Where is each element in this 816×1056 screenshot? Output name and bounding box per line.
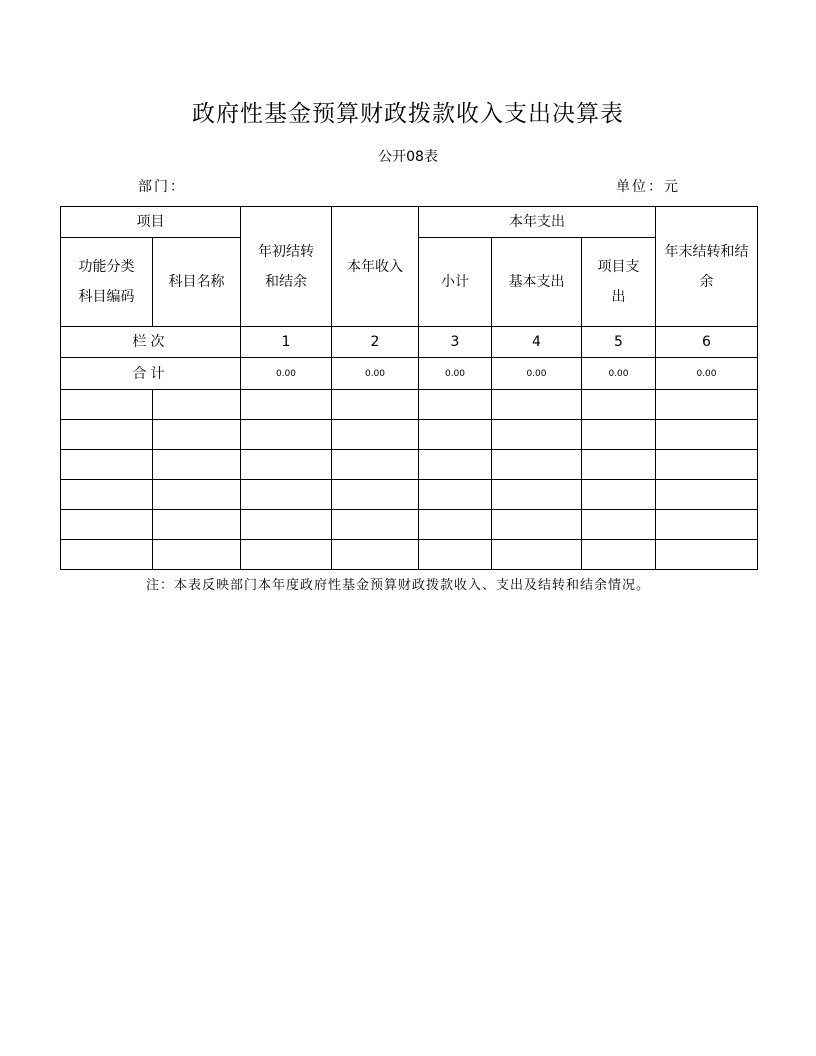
empty-cell	[419, 510, 492, 540]
empty-cell	[582, 480, 656, 510]
table-row-empty	[61, 510, 758, 540]
total-value: 0.00	[332, 358, 419, 390]
empty-cell	[419, 480, 492, 510]
empty-cell	[332, 390, 419, 420]
header-expenditure: 本年支出	[419, 207, 656, 238]
form-number: 公开08表	[378, 149, 438, 165]
column-number: 1	[241, 327, 332, 358]
empty-cell	[656, 390, 758, 420]
empty-cell	[419, 540, 492, 570]
empty-cell	[492, 390, 582, 420]
column-number: 6	[656, 327, 758, 358]
header-closing-balance-text: 年末结转和结余	[664, 243, 749, 290]
empty-cell	[492, 480, 582, 510]
header-func-code	[61, 238, 153, 327]
empty-cell	[656, 480, 758, 510]
empty-cell	[241, 450, 332, 480]
department-label: 部门：	[138, 179, 186, 195]
empty-cell	[241, 510, 332, 540]
empty-cell	[582, 420, 656, 450]
empty-cell	[332, 510, 419, 540]
empty-cell	[492, 420, 582, 450]
empty-cell	[492, 510, 582, 540]
empty-cell	[656, 420, 758, 450]
table-row-empty	[61, 450, 758, 480]
empty-cell	[582, 510, 656, 540]
header-project-expenditure-text: 项目支出	[597, 259, 640, 305]
table-row-empty	[61, 390, 758, 420]
empty-cell	[582, 450, 656, 480]
budget-table	[60, 206, 758, 570]
header-opening-balance	[241, 207, 332, 327]
column-number: 3	[419, 327, 492, 358]
header-project: 项目	[61, 207, 241, 238]
empty-cell	[656, 540, 758, 570]
empty-cell	[332, 420, 419, 450]
column-number: 5	[582, 327, 656, 358]
header-subject-name: 科目名称	[153, 238, 241, 327]
footnote: 注：本表反映部门本年度政府性基金预算财政拨款收入、支出及结转和结余情况。	[146, 578, 651, 593]
column-number: 2	[332, 327, 419, 358]
header-project-expenditure	[582, 238, 656, 327]
empty-cell	[492, 540, 582, 570]
table-row-empty	[61, 540, 758, 570]
empty-cell	[153, 510, 241, 540]
empty-cell	[61, 390, 153, 420]
empty-cell	[241, 540, 332, 570]
header-income: 本年收入	[332, 207, 419, 327]
total-value: 0.00	[492, 358, 582, 390]
empty-cell	[656, 450, 758, 480]
empty-cell	[582, 540, 656, 570]
total-value: 0.00	[656, 358, 758, 390]
total-value: 0.00	[419, 358, 492, 390]
table-row-empty	[61, 480, 758, 510]
table-row-empty	[61, 420, 758, 450]
total-value: 0.00	[241, 358, 332, 390]
page-title: 政府性基金预算财政拨款收入支出决算表	[192, 101, 624, 127]
empty-cell	[419, 390, 492, 420]
empty-cell	[61, 420, 153, 450]
total-value: 0.00	[582, 358, 656, 390]
row-label-column-index: 栏次	[61, 327, 241, 358]
row-label-total: 合计	[61, 358, 241, 390]
empty-cell	[61, 450, 153, 480]
table-row-total	[61, 358, 758, 390]
empty-cell	[61, 480, 153, 510]
header-opening-balance-text: 年初结转和结余	[258, 243, 314, 290]
header-subtotal: 小计	[419, 238, 492, 327]
empty-cell	[241, 420, 332, 450]
empty-cell	[241, 390, 332, 420]
column-number: 4	[492, 327, 582, 358]
empty-cell	[153, 420, 241, 450]
empty-cell	[492, 450, 582, 480]
empty-cell	[153, 450, 241, 480]
empty-cell	[656, 510, 758, 540]
unit-label: 单位：元	[616, 179, 680, 195]
empty-cell	[241, 480, 332, 510]
empty-cell	[153, 540, 241, 570]
empty-cell	[582, 390, 656, 420]
empty-cell	[153, 390, 241, 420]
empty-cell	[419, 420, 492, 450]
table-row-column-numbers	[61, 327, 758, 358]
header-closing-balance	[656, 207, 758, 327]
header-basic-expenditure: 基本支出	[492, 238, 582, 327]
empty-cell	[332, 540, 419, 570]
empty-cell	[332, 450, 419, 480]
header-func-code-text: 功能分类科目编码	[78, 259, 135, 305]
empty-cell	[61, 540, 153, 570]
empty-cell	[61, 510, 153, 540]
empty-cell	[153, 480, 241, 510]
empty-cell	[332, 480, 419, 510]
empty-cell	[419, 450, 492, 480]
